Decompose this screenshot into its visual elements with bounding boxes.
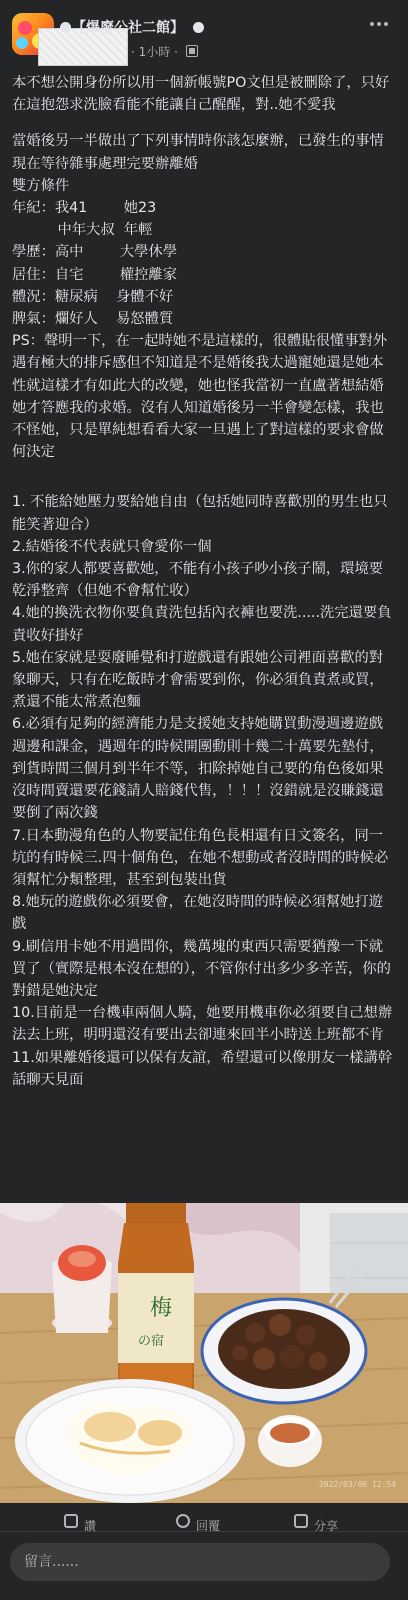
post-ps: PS：聲明一下，在一起時她不是這樣的，很體貼很懂事對外遇有極大的排斥感但不知道是不是婚後我太過寵她還是她本性就這樣才有如此大的改變，她也怪我當初一直盧著想結婚她才答應我的求婚。沒有人知道婚後另一半會變怎樣，我也不怪她，只是單純想看看大家一旦遇上了對這樣的要求會做何決定 <box>12 333 388 461</box>
condition-line: 居住：自宅 權控離家 <box>12 266 178 283</box>
post-header <box>0 0 408 68</box>
list-item: 6.必須有足夠的經濟能力是支援她支持她購買動漫週邊遊戲週邊和課金，遇週年的時候開團動則十幾二十萬要先墊付，到貨時間三個月到半年不等，扣除掉她自己要的角色後如果沒時間賣還要花錢請人賠錢代售，！！！沒錯就是沒賺錢還要倒了兩次錢 <box>12 716 384 822</box>
post-intro: 本不想公開身份所以用一個新帳號PO文但是被刪除了，只好在這抱怨求洗臉看能不能讓自己醒醒，對..她不愛我 <box>12 75 390 114</box>
like-label: 讚 <box>84 1518 97 1531</box>
list-item: 1. 不能給她壓力要給她自由（包括她同時喜歡別的男生也只能笑著迎合） <box>12 494 388 533</box>
post-photo[interactable] <box>0 1203 408 1503</box>
like-button[interactable] <box>64 1511 96 1531</box>
condition-line: 中年大叔 年輕 <box>12 222 153 239</box>
more-icon <box>377 22 381 26</box>
comment-icon <box>176 1514 190 1528</box>
list-item: 2.結婚後不代表就只會愛你一個 <box>12 538 212 555</box>
photo-timestamp: 2022/03/06 12:54 <box>318 1480 396 1489</box>
group-name-link[interactable]: 【爆廢公社二館】 <box>72 20 184 36</box>
more-icon <box>384 22 388 26</box>
list-item: 4.她的換洗衣物你要負責洗包括內衣褲也要洗.....洗完還要負責收好掛好 <box>12 605 392 644</box>
more-icon <box>370 22 374 26</box>
conditions-title: 雙方條件 <box>12 177 70 194</box>
post-question: 當婚後另一半做出了下列事情時你該怎麼辦，已發生的事情現在等待雜事處理完要辦離婚 <box>12 133 384 172</box>
svg-text:の宿: の宿 <box>138 1334 165 1349</box>
svg-text:梅: 梅 <box>150 1296 173 1321</box>
dot-icon <box>60 22 71 33</box>
comment-input[interactable] <box>10 1543 390 1581</box>
condition-line: 脾氣：爛好人 易怒體質 <box>12 311 174 328</box>
share-button[interactable] <box>294 1511 338 1531</box>
post-separator: · <box>131 45 135 59</box>
list-item: 9.刷信用卡她不用過問你，幾萬塊的東西只需要猶豫一下就買了（實際是根本沒在想的），不管你付出多少多辛苦，你的對錯是她決定 <box>12 938 391 999</box>
post-time[interactable]: 1小時 <box>138 45 171 59</box>
list-item: 7.日本動漫角色的人物要記住角色長相還有日文簽名，同一坑的有時候三.四十個角色，在她不想動或者沒時間的時候必須幫忙分類整理，甚至到包裝出貨 <box>12 827 389 888</box>
condition-line: 體況：糖尿病 身體不好 <box>12 288 174 305</box>
comment-label: 回覆 <box>196 1518 221 1531</box>
condition-line: 年紀：我41 她23 <box>12 200 157 217</box>
list-item: 3.你的家人都要喜歡她，不能有小孩子吵小孩子鬧，環境要乾淨整齊（但她不會幫忙收） <box>12 561 384 600</box>
list-item: 8.她玩的遊戲你必須要會，在她沒時間的時候必須幫她打遊戲 <box>12 894 384 933</box>
post-body <box>12 72 396 1091</box>
globe-icon <box>186 45 198 57</box>
dot-icon <box>193 22 204 33</box>
list-item: 5.她在家就是耍廢睡覺和打遊戲還有跟她公司裡面喜歡的對象聊天，只有在吃飯時才會需要到你，你必須負責煮或買，煮還不能太常煮泡麵 <box>12 649 384 711</box>
post-separator: · <box>174 45 178 59</box>
comment-bar <box>0 1531 408 1600</box>
list-item: 11.如果離婚後還可以保有友誼，希望還可以像朋友一樣講幹話聊天見面 <box>12 1049 393 1088</box>
share-icon <box>294 1514 308 1528</box>
condition-line: 學歷：高中 大學休學 <box>12 244 178 261</box>
post-meta <box>131 43 198 60</box>
action-bar <box>0 1503 408 1531</box>
more-options-button[interactable] <box>364 14 394 34</box>
share-label: 分享 <box>314 1518 339 1531</box>
like-icon <box>64 1514 78 1528</box>
comment-button[interactable] <box>176 1511 220 1531</box>
list-item: 10.目前是一台機車兩個人騎，她要用機車你必須要自己想辦法去上班，明明還沒有要出去卻連來回半小時送上班都不肯 <box>12 1005 393 1044</box>
